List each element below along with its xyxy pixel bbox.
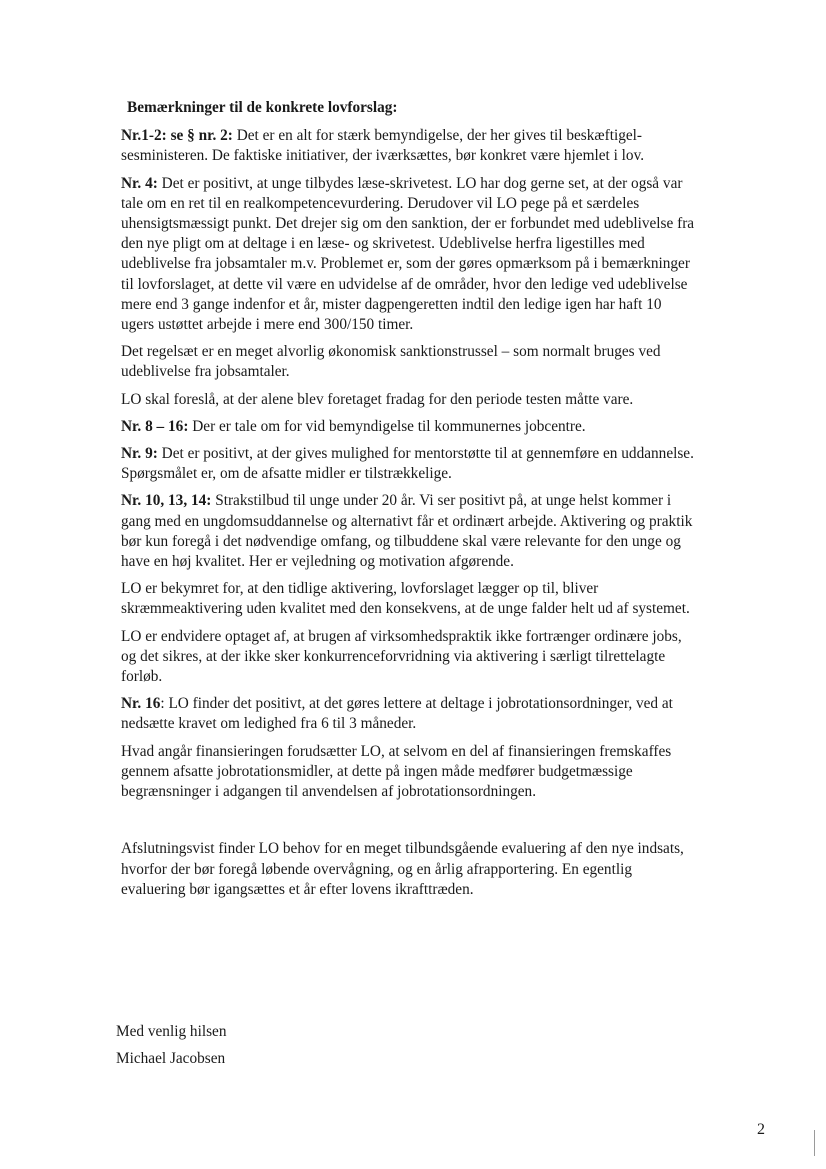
paragraph-text: Det regelsæt er en meget alvorlig økonomisk sanktionstrussel – som normalt bruges ved udeblivelse fra jobsamtaler. <box>121 343 661 381</box>
paragraph-text: Det er positivt, at der gives mulighed for mentorstøtte til at gennemføre en uddannelse. Spørgsmålet er, om de afsatte midler er tilstrækkelige. <box>121 445 694 483</box>
paragraph-label: Nr. 10, 13, 14: <box>121 492 212 510</box>
page-number: 2 <box>757 1121 765 1138</box>
paragraph-sanction <box>121 342 696 382</box>
paragraph-text: Det er en alt for stærk bemyndigelse, der her gives til beskæftigelsesministeren. De faktiske initiativer, der iværksættes, bør konkret være hjemlet i lov. <box>121 127 645 165</box>
paragraph-fradag <box>121 390 696 410</box>
paragraph-text: Hvad angår finansieringen forudsætter LO, at selvom en del af finansieringen fremskaffes gennem afsatte jobrotationsmidler, at dette på ingen måde medfører budgetmæssige begrænsninger i adgangen til anvendelsen af jobrotationsordningen. <box>121 742 672 801</box>
paragraph-text: LO skal foreslå, at der alene blev foretaget fradag for den periode testen måtte vare. <box>121 390 634 408</box>
paragraph-nr-16 <box>121 694 696 734</box>
margin-line <box>814 1130 815 1156</box>
paragraph-nr-8-16 <box>121 417 696 437</box>
paragraph-nr-10-13-14 <box>121 491 696 572</box>
paragraph-text: Strakstilbud til unge under 20 år. Vi ser positivt på, at unge helst kommer i gang med en ungdomsuddannelse og alternativt får et ordinært arbejde. Aktivering og praktik bør kun foregå i det nødvendige omfang, og tilbuddene skal være relevante for den unge og have en høj kvalitet. Her er vejledning og motivation afgørende. <box>121 492 693 571</box>
paragraph-text: LO er endvidere optaget af, at brugen af virksomhedspraktik ikke fortrænger ordinære jobs, og det sikres, at der ikke sker konkurrenceforvridning via aktivering i særligt tilrettelagte forløb. <box>121 627 682 686</box>
paragraph-text: Der er tale om for vid bemyndigelse til kommunernes jobcentre. <box>188 417 586 435</box>
paragraph-label: Nr. 4: <box>121 174 158 192</box>
section-heading: Bemærkninger til de konkrete lovforslag: <box>127 99 398 116</box>
paragraph-activation-concern <box>121 579 696 619</box>
paragraph-label: Nr. 8 – 16: <box>121 417 189 435</box>
paragraph-text: : LO finder det positivt, at det gøres lettere at deltage i jobrotationsordninger, ved at nedsætte kravet om ledighed fra 6 til 3 måneder. <box>121 695 673 733</box>
paragraph-label: Nr. 9: <box>121 445 158 463</box>
paragraph-internship <box>121 627 696 688</box>
signature: Michael Jacobsen <box>116 1050 226 1067</box>
paragraph-label: Nr. 16 <box>121 695 161 713</box>
paragraph-text: Det er positivt, at unge tilbydes læse-skrivetest. LO har dog gerne set, at der også var tale om en ret til en realkompetencevurdering. Derudover vil LO pege på et særdeles uhensigtsmæssigt punkt. Det drejer sig om den sanktion, der er forbundet med udeblivelse fra den nye pligt om at deltage i en læse- og skrivetest. Udeblivelse herfra ligestilles med udeblivelse fra jobsamtaler m.v. Problemet er, som der gøres opmærksom på i bemærkninger til lovforslaget, at dette vil være en udvidelse af de områder, hvor den ledige ved udeblivelse mere end 3 gange indenfor et år, mister dagpengeretten indtil den ledige igen har haft 10 ugers ustøttet arbejde i mere end 300/150 timer. <box>121 174 695 334</box>
paragraph-nr-9 <box>121 444 696 484</box>
closing-block <box>116 1022 226 1076</box>
paragraph-nr-1-2 <box>121 126 696 166</box>
greeting: Med venlig hilsen <box>116 1023 227 1040</box>
paragraph-label: Nr.1-2: se § nr. 2: <box>121 127 233 145</box>
paragraph-nr-4 <box>121 174 696 336</box>
paragraph-financing <box>121 742 696 803</box>
document-body <box>121 98 696 907</box>
paragraph-conclusion: Afslutningsvist finder LO behov for en meget tilbundsgående evaluering af den nye indsats, hvorfor der bør foregå løbende overvågning, og en årlig afrapportering. En egentlig evaluering bør igangsættes et år efter lovens ikrafttræden. <box>121 840 684 898</box>
spacer <box>121 809 696 839</box>
paragraph-text: LO er bekymret for, at den tidlige aktivering, lovforslaget lægger op til, bliver skræmmeaktivering uden kvalitet med den konsekvens, at de unge falder helt ud af systemet. <box>121 580 690 618</box>
